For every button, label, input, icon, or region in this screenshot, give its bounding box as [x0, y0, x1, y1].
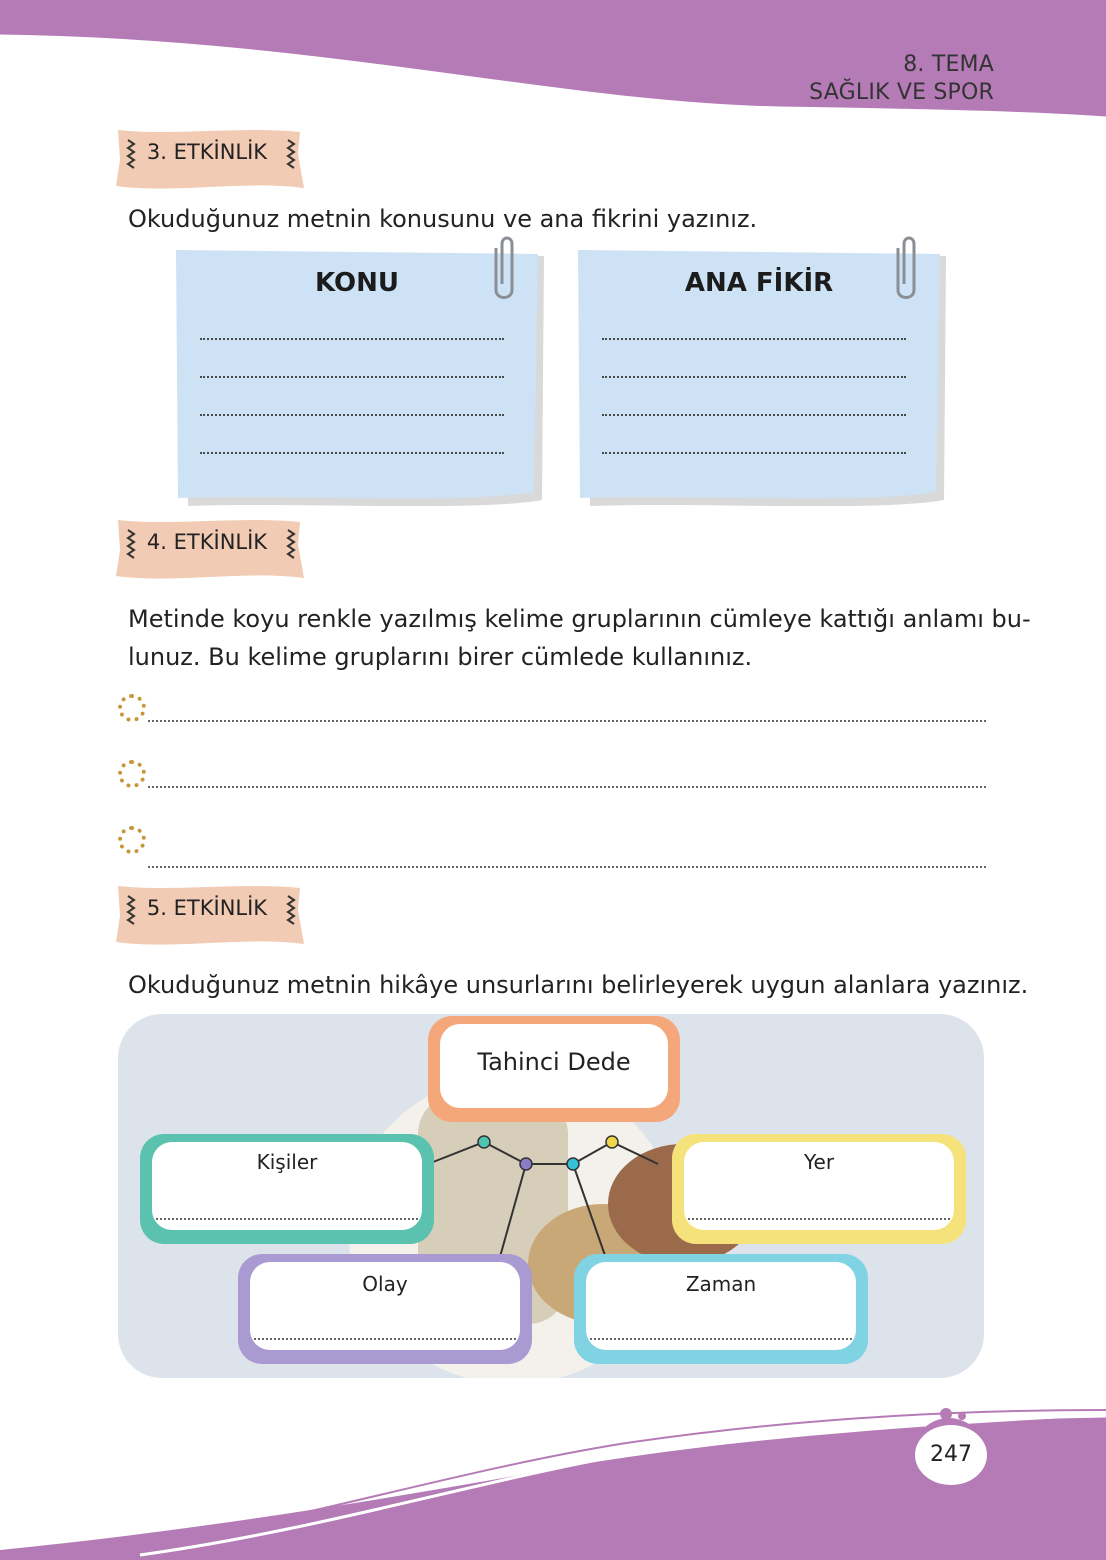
- answer-line[interactable]: [148, 866, 986, 868]
- theme-title: SAĞLIK VE SPOR: [809, 80, 994, 105]
- note-konu-title: KONU: [315, 268, 399, 298]
- note-ana-fikir: [578, 250, 940, 500]
- place-card: [672, 1134, 966, 1244]
- note-ana-fikir-title: ANA FİKİR: [684, 268, 834, 298]
- activity3-badge-label: 3. ETKİNLİK: [146, 140, 268, 164]
- answer-line[interactable]: [688, 1218, 950, 1220]
- answer-line[interactable]: [200, 338, 504, 340]
- ring-bullet-icon: [118, 826, 146, 854]
- activity5-badge-label: 5. ETKİNLİK: [146, 896, 268, 920]
- answer-row: [118, 694, 986, 734]
- answer-line[interactable]: [590, 1338, 852, 1340]
- answer-line[interactable]: [148, 720, 986, 722]
- activity4-badge-label: 4. ETKİNLİK: [146, 530, 268, 554]
- note-konu: [176, 250, 538, 500]
- answer-row: [118, 760, 986, 800]
- activity4-instruction-line1: Metinde koyu renkle yazılmış kelime gruplarının cümleye kattığı anlamı bu-: [128, 605, 1031, 633]
- story-title-card: [428, 1016, 680, 1122]
- activity3-badge: [112, 124, 308, 196]
- ring-bullet-icon: [118, 694, 146, 722]
- theme-number: 8. TEMA: [903, 52, 994, 77]
- answer-line[interactable]: [254, 1338, 516, 1340]
- event-card: [238, 1254, 532, 1364]
- activity5-badge: [112, 880, 308, 952]
- activity4-instruction-line2: lunuz. Bu kelime gruplarını birer cümlede kullanınız.: [128, 643, 753, 671]
- characters-label: Kişiler: [256, 1150, 318, 1174]
- story-title: Tahinci Dede: [477, 1048, 631, 1076]
- ring-bullet-icon: [118, 760, 146, 788]
- answer-line[interactable]: [200, 414, 504, 416]
- answer-line[interactable]: [602, 338, 906, 340]
- answer-line[interactable]: [156, 1218, 418, 1220]
- answer-line[interactable]: [200, 452, 504, 454]
- time-label: Zaman: [685, 1272, 757, 1296]
- event-label: Olay: [362, 1272, 408, 1296]
- characters-card: [140, 1134, 434, 1244]
- page-number: 247: [912, 1422, 990, 1488]
- time-card: [574, 1254, 868, 1364]
- activity5-instruction: Okuduğunuz metnin hikâye unsurlarını belirleyerek uygun alanlara yazınız.: [128, 971, 1029, 999]
- activity4-badge: [112, 514, 308, 586]
- answer-row: [118, 826, 986, 866]
- answer-line[interactable]: [200, 376, 504, 378]
- answer-line[interactable]: [602, 414, 906, 416]
- place-label: Yer: [803, 1150, 835, 1174]
- page-number-badge: [908, 1408, 990, 1490]
- answer-line[interactable]: [602, 376, 906, 378]
- activity3-instruction: Okuduğunuz metnin konusunu ve ana fikrini yazınız.: [128, 205, 758, 233]
- story-elements-panel: [118, 1014, 984, 1378]
- answer-line[interactable]: [148, 786, 986, 788]
- answer-line[interactable]: [602, 452, 906, 454]
